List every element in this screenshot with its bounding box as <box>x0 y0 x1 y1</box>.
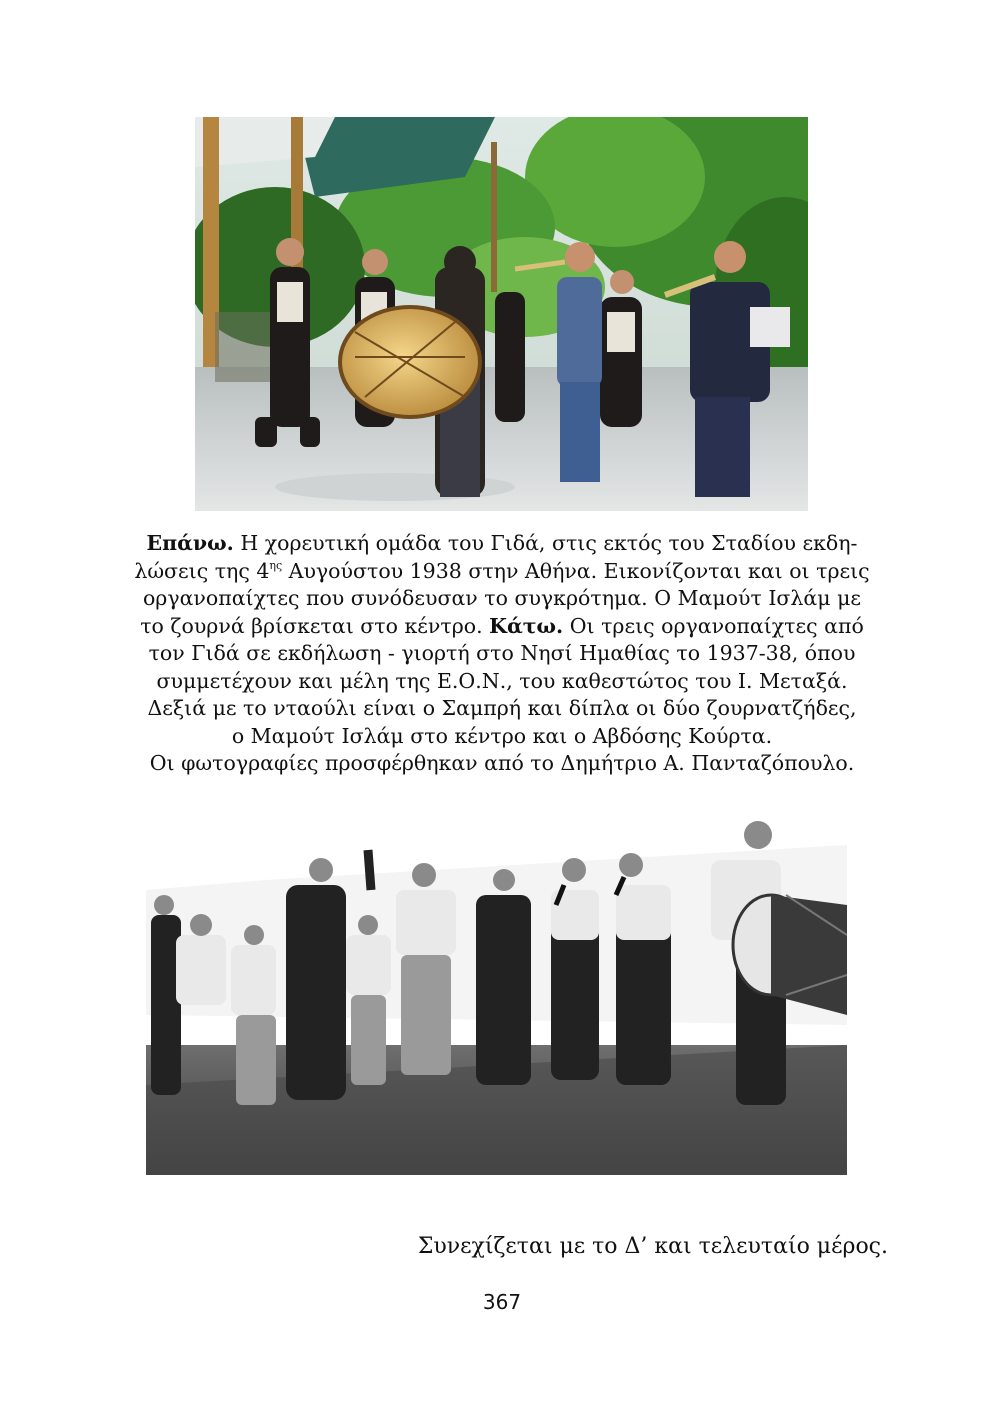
caption-line: τον Γιδά σε εκδήλωση - γιορτή στο Νησί Ημαθίας το 1937-38, όπου <box>148 641 856 665</box>
bottom-photo <box>146 795 847 1175</box>
caption-line: το ζουρνά βρίσκεται στο κέντρο. <box>140 613 490 638</box>
caption-line: Η χορευτική ομάδα του Γιδά, στις εκτός του Σταδίου εκδη- <box>233 531 858 555</box>
caption-line: Δεξιά με το νταούλι είναι ο Σαμπρή και δίπλα οι δύο ζουρνατζήδες, <box>147 696 857 720</box>
photo-caption <box>120 530 884 778</box>
caption-line: ο Μαμούτ Ισλάμ στο κέντρο και ο Αβδόσης Κούρτα. <box>231 723 773 748</box>
caption-line: συμμετέχουν και μέλη της Ε.Ο.Ν., του καθεστώτος του Ι. Μεταξά. <box>156 668 848 693</box>
top-photo <box>195 117 808 511</box>
caption-line: Αυγούστου 1938 στην Αθήνα. Εικονίζονται και οι τρεις <box>282 558 870 583</box>
ordinal-suffix: ης <box>269 558 283 572</box>
caption-line: Οι φωτογραφίες προσφέρθηκαν από το Δημήτριο Α. Πανταζόπουλο. <box>149 751 855 775</box>
page-number: 367 <box>482 1290 522 1314</box>
caption-lead-bottom: Κάτω. <box>489 613 564 638</box>
caption-lead-top: Επάνω. <box>146 531 234 555</box>
caption-line: Οι τρεις οργανοπαίχτες από <box>563 613 864 638</box>
caption-line: λώσεις της 4 <box>134 558 270 583</box>
caption-line: οργανοπαίχτες που συνόδευσαν το συγκρότημα. Ο Μαμούτ Ισλάμ με <box>142 586 862 610</box>
continued-note: Συνεχίζεται με το Δ’ και τελευταίο μέρος. <box>417 1234 888 1259</box>
